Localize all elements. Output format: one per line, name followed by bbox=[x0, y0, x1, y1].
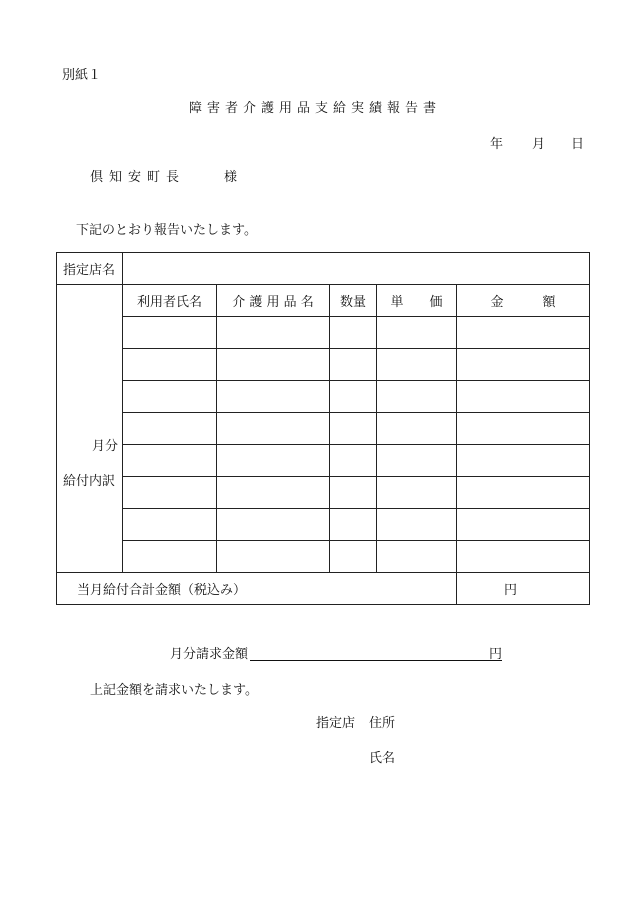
claim-amount-line[interactable] bbox=[250, 660, 502, 661]
table-row bbox=[57, 445, 590, 477]
quantity-cell[interactable] bbox=[330, 477, 377, 509]
annex-label: 別紙１ bbox=[62, 68, 102, 83]
header-user-name: 利用者氏名 bbox=[123, 285, 217, 317]
item-name-cell[interactable] bbox=[217, 381, 330, 413]
store-owner-name-label: 氏名 bbox=[369, 751, 396, 766]
user-name-cell[interactable] bbox=[123, 509, 217, 541]
header-item-name: 介 護 用 品 名 bbox=[217, 285, 330, 317]
user-name-cell[interactable] bbox=[123, 317, 217, 349]
item-name-cell[interactable] bbox=[217, 445, 330, 477]
unit-price-cell[interactable] bbox=[377, 349, 457, 381]
total-row bbox=[57, 573, 590, 605]
table-row bbox=[57, 413, 590, 445]
quantity-cell[interactable] bbox=[330, 541, 377, 573]
table-row bbox=[57, 317, 590, 349]
claim-label: 月分請求金額 bbox=[170, 647, 249, 662]
amount-cell[interactable] bbox=[457, 509, 590, 541]
date-month: 月 bbox=[532, 137, 546, 152]
user-name-cell[interactable] bbox=[123, 413, 217, 445]
amount-cell[interactable] bbox=[457, 445, 590, 477]
store-address-label: 住所 bbox=[369, 716, 396, 731]
amount-cell[interactable] bbox=[457, 477, 590, 509]
table-row bbox=[57, 381, 590, 413]
total-unit: 円 bbox=[457, 573, 590, 605]
quantity-cell[interactable] bbox=[330, 381, 377, 413]
amount-cell[interactable] bbox=[457, 381, 590, 413]
unit-price-cell[interactable] bbox=[377, 509, 457, 541]
header-amount: 金 額 bbox=[457, 285, 590, 317]
detail-label: 給付内訳 bbox=[63, 474, 116, 489]
header-quantity: 数量 bbox=[330, 285, 377, 317]
store-name-label: 指定店名 bbox=[57, 253, 123, 285]
quantity-cell[interactable] bbox=[330, 317, 377, 349]
item-name-cell[interactable] bbox=[217, 349, 330, 381]
addressee-name: 倶知安町長 bbox=[90, 170, 186, 185]
item-name-cell[interactable] bbox=[217, 541, 330, 573]
date-day: 日 bbox=[571, 137, 585, 152]
table-row bbox=[57, 349, 590, 381]
request-text: 上記金額を請求いたします。 bbox=[90, 683, 258, 698]
quantity-cell[interactable] bbox=[330, 445, 377, 477]
table-row bbox=[57, 541, 590, 573]
item-name-cell[interactable] bbox=[217, 317, 330, 349]
quantity-cell[interactable] bbox=[330, 349, 377, 381]
unit-price-cell[interactable] bbox=[377, 445, 457, 477]
header-unit-price: 単 価 bbox=[377, 285, 457, 317]
month-label: 月分 bbox=[92, 439, 119, 454]
document-title: 障害者介護用品支給実績報告書 bbox=[188, 101, 441, 116]
item-name-cell[interactable] bbox=[217, 509, 330, 541]
user-name-cell[interactable] bbox=[123, 381, 217, 413]
store-row bbox=[57, 253, 590, 285]
user-name-cell[interactable] bbox=[123, 477, 217, 509]
addressee-honorific: 様 bbox=[224, 170, 238, 185]
amount-cell[interactable] bbox=[457, 413, 590, 445]
unit-price-cell[interactable] bbox=[377, 541, 457, 573]
amount-cell[interactable] bbox=[457, 317, 590, 349]
unit-price-cell[interactable] bbox=[377, 317, 457, 349]
report-table bbox=[56, 252, 590, 605]
unit-price-cell[interactable] bbox=[377, 381, 457, 413]
total-label: 当月給付合計金額（税込み） bbox=[57, 573, 457, 605]
month-detail-cell bbox=[57, 285, 123, 573]
amount-cell[interactable] bbox=[457, 541, 590, 573]
store-name-field[interactable] bbox=[123, 253, 590, 285]
table-row bbox=[57, 477, 590, 509]
store-label: 指定店 bbox=[316, 716, 356, 731]
amount-cell[interactable] bbox=[457, 349, 590, 381]
intro-text: 下記のとおり報告いたします。 bbox=[76, 223, 257, 238]
user-name-cell[interactable] bbox=[123, 445, 217, 477]
unit-price-cell[interactable] bbox=[377, 477, 457, 509]
item-name-cell[interactable] bbox=[217, 477, 330, 509]
claim-unit: 円 bbox=[489, 647, 503, 662]
quantity-cell[interactable] bbox=[330, 413, 377, 445]
table-row bbox=[57, 509, 590, 541]
header-row bbox=[57, 285, 590, 317]
quantity-cell[interactable] bbox=[330, 509, 377, 541]
user-name-cell[interactable] bbox=[123, 349, 217, 381]
item-name-cell[interactable] bbox=[217, 413, 330, 445]
user-name-cell[interactable] bbox=[123, 541, 217, 573]
date-year: 年 bbox=[490, 137, 504, 152]
unit-price-cell[interactable] bbox=[377, 413, 457, 445]
